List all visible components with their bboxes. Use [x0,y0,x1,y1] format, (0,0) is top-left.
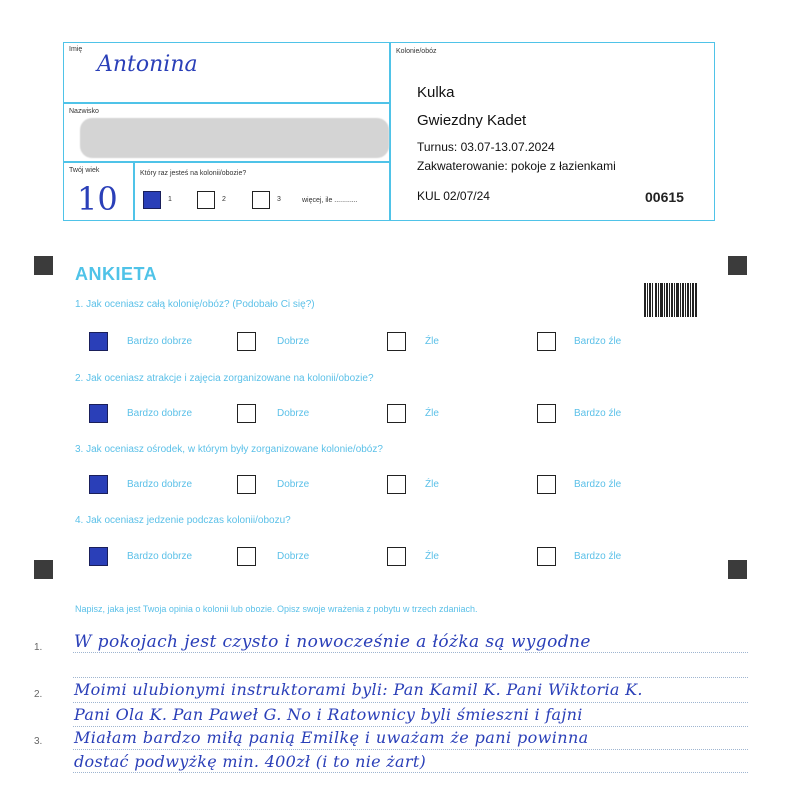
q2-option-bardzo-dobrze: Bardzo dobrze [127,408,193,419]
q2-checkbox-bardzo-dobrze[interactable] [89,404,108,423]
ktory-raz-option-3: 3 [277,196,281,203]
q3-checkbox-bardzo-zle[interactable] [537,475,556,494]
q3-option-zle: Źle [425,479,439,490]
q1-checkbox-dobrze[interactable] [237,332,256,351]
q3-option-bardzo-zle: Bardzo źle [574,479,622,490]
wiek-value[interactable]: 10 [77,180,118,218]
q2-checkbox-zle[interactable] [387,404,406,423]
ktory-raz-wiecej: więcej, ile ............ [302,197,358,204]
q4-checkbox-dobrze[interactable] [237,547,256,566]
q3-checkbox-dobrze[interactable] [237,475,256,494]
q3-option-bardzo-dobrze: Bardzo dobrze [127,479,193,490]
q4-checkbox-zle[interactable] [387,547,406,566]
wiek-label: Twój wiek [69,167,100,174]
registration-mark-bottom-right [728,560,747,579]
question-1: 1. Jak oceniasz całą kolonię/obóz? (Podobało Ci się?) [75,299,315,310]
q2-option-zle: Źle [425,408,439,419]
ktory-raz-checkbox-3[interactable] [252,191,270,209]
q3-checkbox-bardzo-dobrze[interactable] [89,475,108,494]
header-divider-2 [63,161,390,163]
opinion-instruction: Napisz, jaka jest Twoja opinia o kolonii lub obozie. Opisz swoje wrażenia z pobytu w trzech zdaniach. [75,604,478,614]
opinion-number-1: 1. [34,642,43,653]
q3-checkbox-zle[interactable] [387,475,406,494]
camp-program: Gwiezdny Kadet [417,112,527,129]
q3-option-dobrze: Dobrze [277,479,310,490]
header-divider-vertical [389,42,391,221]
header-divider-3 [133,161,135,221]
imie-value[interactable]: Antonina [97,52,198,77]
opinion-line-2a[interactable]: Moimi ulubionymi instruktorami byli: Pan Kamil K. Pani Wiktoria K. [74,680,643,699]
opinion-line-1[interactable]: W pokojach jest czysto i nowocześnie a łóżka są wygodne [74,632,591,652]
opinion-number-2: 2. [34,689,43,700]
opinion-line-3a[interactable]: Miałam bardzo miłą panią Emilkę i uważam że pani powinna [74,728,589,747]
header-divider-1 [63,102,390,104]
writing-line-3 [73,701,748,703]
q1-option-bardzo-zle: Bardzo źle [574,336,622,347]
opinion-number-3: 3. [34,736,43,747]
opinion-line-3b[interactable]: dostać podwyżkę min. 400zł (i to nie żart) [74,752,427,771]
imie-label: Imię [69,46,83,53]
zakwaterowanie: Zakwaterowanie: pokoje z łazienkami [417,159,616,173]
writing-line-5 [73,748,748,750]
question-3: 3. Jak oceniasz ośrodek, w którym były zorganizowane kolonie/obóz? [75,444,383,455]
q4-option-bardzo-zle: Bardzo źle [574,551,622,562]
q2-checkbox-dobrze[interactable] [237,404,256,423]
opinion-line-2b[interactable]: Pani Ola K. Pan Paweł G. No i Ratownicy byli śmieszni i fajni [74,705,583,724]
form-number: 00615 [645,189,684,205]
barcode [644,283,698,317]
q2-option-bardzo-zle: Bardzo źle [574,408,622,419]
q4-checkbox-bardzo-zle[interactable] [537,547,556,566]
ktory-raz-label: Który raz jesteś na kolonii/obozie? [140,170,247,177]
registration-mark-top-left [34,256,53,275]
q1-checkbox-zle[interactable] [387,332,406,351]
q1-checkbox-bardzo-zle[interactable] [537,332,556,351]
q2-option-dobrze: Dobrze [277,408,310,419]
q1-option-dobrze: Dobrze [277,336,310,347]
writing-line-2 [73,676,748,678]
turnus: Turnus: 03.07-13.07.2024 [417,140,555,154]
registration-mark-bottom-left [34,560,53,579]
q4-option-zle: Źle [425,551,439,562]
q4-checkbox-bardzo-dobrze[interactable] [89,547,108,566]
nazwisko-label: Nazwisko [69,108,99,115]
q1-option-zle: Źle [425,336,439,347]
code: KUL 02/07/24 [417,189,490,203]
question-4: 4. Jak oceniasz jedzenie podczas kolonii/obozu? [75,515,291,526]
q2-checkbox-bardzo-zle[interactable] [537,404,556,423]
q1-checkbox-bardzo-dobrze[interactable] [89,332,108,351]
writing-line-6 [73,771,748,773]
ktory-raz-checkbox-2[interactable] [197,191,215,209]
camp-name: Kulka [417,84,455,101]
q4-option-dobrze: Dobrze [277,551,310,562]
ktory-raz-option-2: 2 [222,196,226,203]
question-2: 2. Jak oceniasz atrakcje i zajęcia zorganizowane na kolonii/obozie? [75,373,374,384]
ktory-raz-checkbox-1[interactable] [143,191,161,209]
q4-option-bardzo-dobrze: Bardzo dobrze [127,551,193,562]
writing-line-4 [73,725,748,727]
ktory-raz-option-1: 1 [168,196,172,203]
nazwisko-redacted [80,118,389,158]
registration-mark-top-right [728,256,747,275]
kolonie-label: Kolonie/obóz [396,48,437,55]
q1-option-bardzo-dobrze: Bardzo dobrze [127,336,193,347]
survey-title: ANKIETA [75,264,158,284]
